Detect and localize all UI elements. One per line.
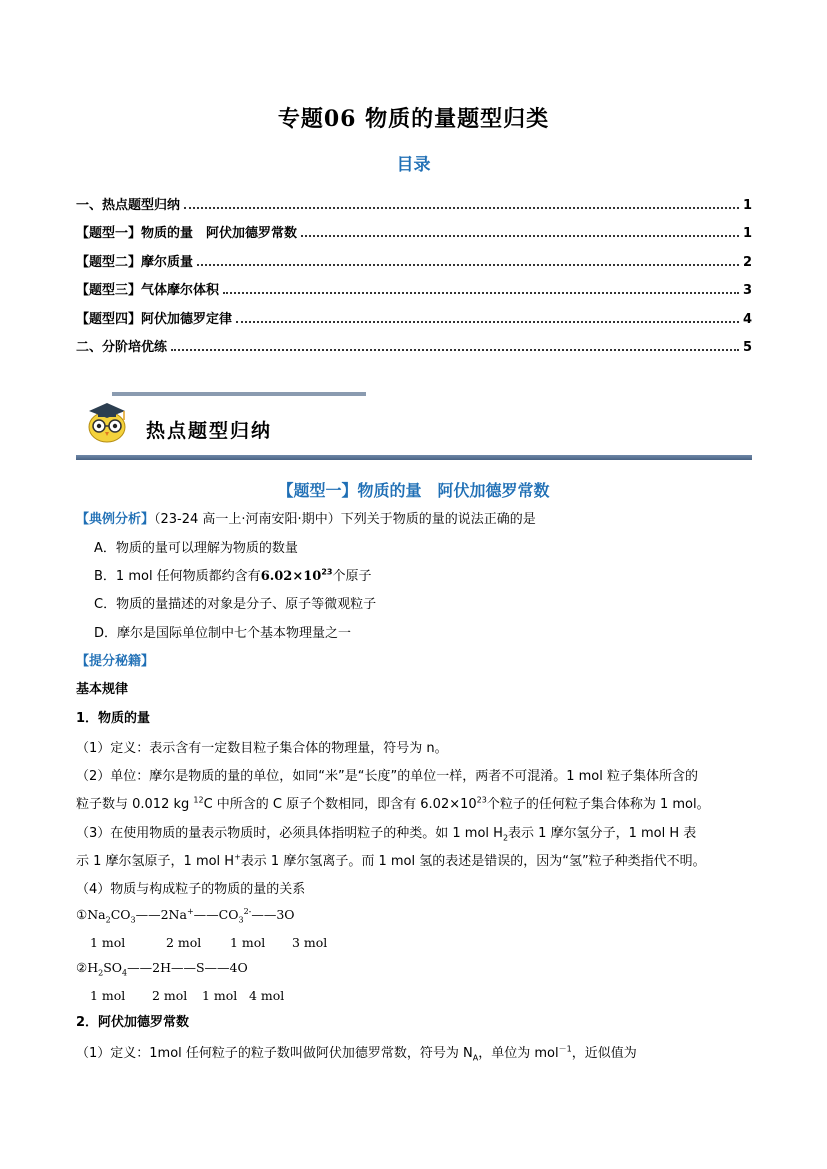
definition-1: （1）定义：表示含有一定数目粒子集合体的物理量，符号为 n。: [76, 741, 448, 756]
superscript: 12: [193, 795, 204, 805]
amount: 2 mol: [166, 935, 202, 950]
unit-paragraph-line-1: （2）单位：摩尔是物质的量的单位，如同“米”是“长度”的单位一样，两者不可混淆。1 mol 粒子集体所含的: [76, 769, 698, 784]
text-span: 表示 1 摩尔氢离子。而 1 mol 氢的表述是错误的，因为“氢”粒子种类指代不明。: [240, 854, 706, 869]
circled-number: ①: [76, 907, 88, 922]
amount: 2 mol: [152, 988, 188, 1003]
toc-item-label: 【题型一】物质的量 阿伏加德罗常数: [76, 226, 298, 241]
circled-number: ②: [76, 960, 88, 975]
table-of-contents: [76, 184, 752, 355]
toc-leader-dots: [171, 349, 739, 351]
text-span: 粒子数与 0.012 kg: [76, 797, 194, 812]
amount: 1 mol: [230, 935, 266, 950]
example-tag: 【典例分析】: [76, 512, 155, 527]
toc-item-page: 4: [742, 311, 752, 327]
text-span: （1）定义：1mol 任何粒子的粒子数叫做阿伏加德罗常数，符号为 N: [76, 1046, 473, 1061]
subscript: 2: [98, 968, 104, 978]
text-span: （3）在使用物质的量表示物质时，必须具体指明粒子的种类。如 1 mol H: [76, 826, 503, 841]
avogadro-number: 6.02×10: [260, 569, 322, 584]
page-title: 专题06 物质的量题型归类: [277, 106, 550, 132]
avogadro-exponent: 23: [321, 567, 333, 577]
tips-tag: 【提分秘籍】: [76, 654, 155, 669]
banner-title: 热点题型归纳: [146, 420, 273, 442]
relation-heading: （4）物质与构成粒子的物质的量的关系: [76, 882, 306, 897]
toc-item-page: 5: [742, 340, 752, 355]
unit-paragraph-line-2: [76, 793, 710, 812]
text-span: C 中所含的 C 原子个数相同，即含有 6.02×10: [203, 797, 477, 812]
toc-item[interactable]: [76, 213, 752, 242]
toc-item-page: 1: [742, 226, 752, 241]
subsection-heading-1: 1．物质的量: [76, 711, 151, 726]
amount: 1 mol: [90, 935, 126, 950]
subsection-heading-2: 2．阿伏加德罗常数: [76, 1015, 190, 1030]
option-a: A．物质的量可以理解为物质的数量: [94, 541, 298, 556]
formula-part: ——CO: [193, 907, 239, 922]
subscript: 2: [105, 915, 111, 925]
formula-part: ——3O: [251, 907, 295, 922]
subscript: A: [472, 1053, 479, 1063]
toc-heading: 目录: [396, 155, 431, 175]
amount: 4 mol: [249, 988, 285, 1003]
superscript: －1: [558, 1044, 572, 1054]
toc-item[interactable]: [76, 270, 752, 299]
subscript: 3: [238, 915, 244, 925]
toc-item-label: 【题型三】气体摩尔体积: [76, 283, 220, 298]
superscript: 2-: [243, 906, 252, 916]
section-heading: 【题型一】物质的量 阿伏加德罗常数: [277, 481, 550, 500]
owl-scholar-icon: [84, 398, 130, 444]
toc-item[interactable]: [76, 298, 752, 327]
text-span: ，单位为 mol: [478, 1046, 559, 1061]
amount: 1 mol: [202, 988, 238, 1003]
option-b: [76, 567, 784, 587]
amount: 1 mol: [90, 988, 126, 1003]
definition-2: [76, 1042, 637, 1061]
section-banner: [76, 390, 752, 465]
example-intro: [76, 510, 766, 530]
formula-part: CO: [110, 907, 131, 922]
text-span: 个粒子的任何粒子集合体称为 1 mol。: [486, 797, 710, 812]
toc-item-label: 二、分阶培优练: [76, 340, 168, 355]
toc-item-label: 【题型二】摩尔质量: [76, 254, 194, 270]
formula-part: ——2Na: [135, 907, 187, 922]
option-c: C．物质的量描述的对象是分子、原子等微观粒子: [94, 597, 377, 612]
toc-item-page: 2: [742, 254, 752, 270]
equation-2: [76, 960, 248, 978]
toc-item[interactable]: [76, 241, 752, 270]
toc-item[interactable]: [76, 327, 752, 356]
text-span: ，近似值为: [571, 1046, 637, 1061]
superscript: +: [186, 906, 194, 916]
toc-item-page: 1: [742, 197, 752, 213]
toc-leader-dots: [184, 207, 739, 209]
option-b-suffix: 个原子: [332, 569, 372, 584]
banner-top-bar: [112, 392, 366, 396]
superscript: 23: [476, 795, 487, 805]
usage-paragraph-line-1: [76, 822, 696, 841]
formula-part: ——2H——S——4O: [127, 960, 248, 975]
toc-leader-dots: [223, 292, 739, 294]
text-span: 示 1 摩尔氢原子，1 mol H: [76, 854, 235, 869]
toc-item-label: 【题型四】阿伏加德罗定律: [76, 311, 233, 327]
subscript: 4: [122, 968, 128, 978]
toc-item-label: 一、热点题型归纳: [76, 197, 181, 213]
superscript: +: [234, 852, 241, 862]
toc-leader-dots: [197, 264, 739, 266]
formula-part: SO: [103, 960, 123, 975]
formula-part: Na: [87, 907, 106, 922]
option-b-prefix: B．1 mol 任何物质都约含有: [94, 569, 261, 584]
toc-leader-dots: [301, 235, 739, 237]
toc-item-page: 3: [742, 283, 752, 298]
basic-rule-heading: 基本规律: [76, 682, 129, 697]
subscript: 3: [130, 915, 136, 925]
subscript: 2: [502, 833, 509, 843]
formula-part: H: [87, 960, 99, 975]
amount: 3 mol: [292, 935, 328, 950]
toc-item[interactable]: [76, 184, 752, 213]
equation-1: [76, 906, 295, 925]
usage-paragraph-line-2: [76, 850, 706, 869]
toc-leader-dots: [236, 321, 739, 323]
banner-bottom-bar: [76, 455, 752, 460]
example-question: （23-24 高一上·河南安阳·期中）下列关于物质的量的说法正确的是: [154, 512, 536, 527]
option-d: D．摩尔是国际单位制中七个基本物理量之一: [94, 626, 352, 641]
text-span: 表示 1 摩尔氢分子，1 mol H 表: [508, 826, 697, 841]
